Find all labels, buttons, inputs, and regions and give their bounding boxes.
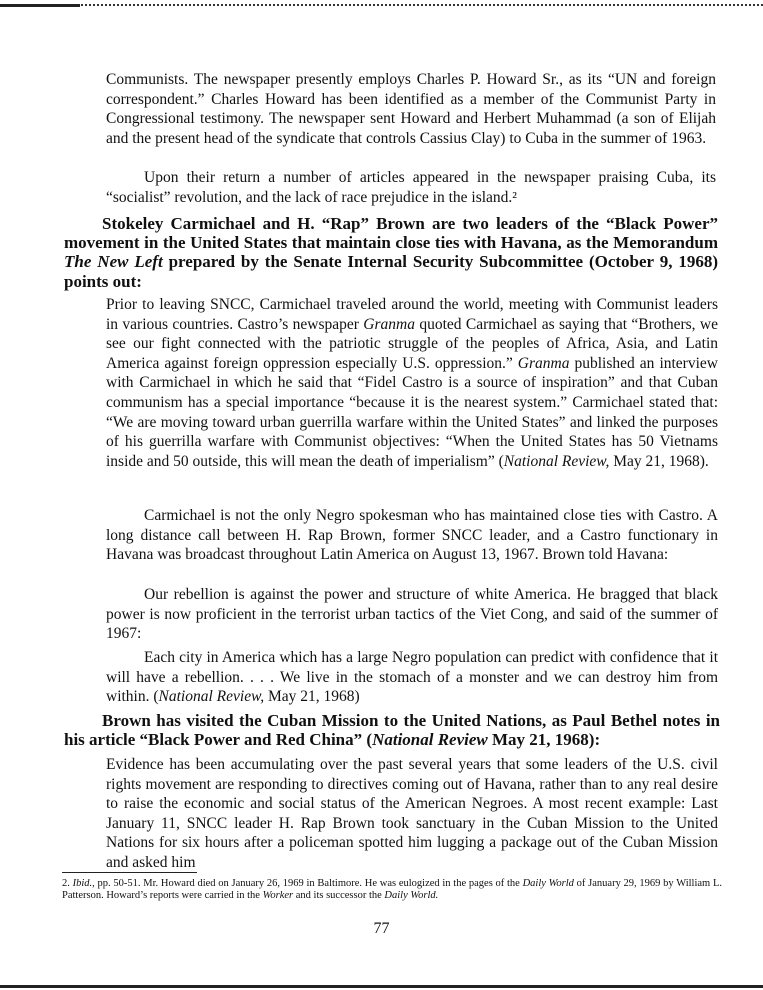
footnote-text-b: of January 29, 1969 by William L. Patterson. Howard’s reports were carried in the [62, 878, 722, 901]
quote-paragraph-3 [106, 585, 718, 644]
page-number: 77 [373, 920, 390, 937]
footnote-text-c: and its successor the [293, 889, 385, 901]
top-edge-rule [0, 4, 763, 10]
quote-1-text-c: published an interview with Carmichael in which he said that “Fidel Castro is a source of inspiration” and that Cuban communism has a special importance “because it is the nearest system.” Carmichael stated that: “We are moving toward urban guerrilla warfare within the United States” and linked the purposes of his guerrilla warfare with Communist objectives: “When the United States has 50 Vietnams inside and 50 outside, this will mean the death of imperialism” ( [106, 354, 718, 470]
quote-paragraph-2 [106, 506, 718, 565]
lead-2-text-b: May 21, 1968): [487, 730, 601, 750]
quote-paragraph-5 [106, 755, 718, 873]
quote-1-granma-b: Granma [517, 354, 570, 372]
paragraph-2 [106, 168, 716, 207]
quote-4-text-a: Each city in America which has a large Negro population can predict with confidence that it will have a rebellion. . . . We live in the stomach of a monster and we can destroy him from within. ( [106, 649, 718, 706]
lead-paragraph-2 [64, 711, 720, 749]
paragraph-2-text: Upon their return a number of articles appeared in the newspaper praising Cuba, its “socialist” revolution, and the lack of race prejudice in the island.² [106, 169, 716, 206]
quote-4-review: National Review, [158, 688, 265, 706]
lead-2-review: National Review [372, 730, 488, 750]
quote-1-review: National Review, [503, 452, 610, 470]
quote-1-text-b: quoted Carmichael as saying that “Brothers, we see our fight connected with the patriotic struggle of the peoples of Africa, Asia, and Latin America against foreign oppression especially U.S. oppression.” [106, 315, 718, 372]
paragraph-1 [106, 70, 716, 148]
footnote-rule [62, 872, 197, 873]
lead-2-text-a: Brown has visited the Cuban Mission to the United Nations, as Paul Bethel notes in his article “Black Power and Red China” ( [64, 711, 720, 750]
footnote-2 [62, 878, 722, 901]
paragraph-1-text: Communists. The newspaper presently employs Charles P. Howard Sr., as its “UN and foreign correspondent.” Charles Howard has been identified as a member of the Communist Party in Congressional testimony. The newspaper sent Howard and Herbert Muhammad (a son of Elijah and the present head of the syndicate that controls Cassius Clay) to Cuba in the summer of 1963. [106, 71, 716, 147]
lead-paragraph-1 [64, 214, 718, 291]
quote-5-text: Evidence has been accumulating over the past several years that some leaders of the U.S. civil rights movement are responding to directives coming out of Havana, rather than to any real desire to raise the economic and social status of the American Negroes. A most recent example: Last January 11, SNCC leader H. Rap Brown took sanctuary in the Cuban Mission to the United Nations for six hours after a policeman spotted him lugging a package out of the Cuban Mission and asked him [106, 756, 718, 871]
quote-4-text-b: May 21, 1968) [264, 688, 360, 706]
bottom-edge-rule [0, 985, 763, 988]
lead-1-text-a: Stokeley Carmichael and H. “Rap” Brown are two leaders of the “Black Power” movement in the United States that maintain close ties with Havana, as the Memorandum [64, 214, 718, 253]
footnote-text-a: pp. 50-51. Mr. Howard died on January 26, 1969 in Baltimore. He was eulogized in the pages of the [94, 878, 523, 889]
quote-1-text-a: Prior to leaving SNCC, Carmichael traveled around the world, meeting with Communist leaders in various countries. Castro’s newspaper [106, 296, 718, 333]
footnote-daily-world-a: Daily World [522, 878, 574, 889]
footnote-daily-world-b: Daily World. [384, 889, 439, 901]
lead-1-title: The New Left [64, 252, 163, 272]
footnote-number: 2. [62, 878, 73, 889]
quote-paragraph-1 [106, 295, 718, 471]
footnote-worker: Worker [262, 889, 294, 901]
quote-1-text-d: May 21, 1968). [609, 452, 709, 470]
quote-2-text: Carmichael is not the only Negro spokesman who has maintained close ties with Castro. A long distance call between H. Rap Brown, former SNCC leader, and a Castro functionary in Havana was broadcast throughout Latin America on August 13, 1967. Brown told Havana: [106, 507, 718, 564]
quote-paragraph-4 [106, 648, 718, 707]
footnote-ibid: Ibid., [72, 878, 95, 889]
quote-1-granma-a: Granma [363, 315, 415, 333]
quote-3-text: Our rebellion is against the power and structure of white America. He bragged that black power is now proficient in the terrorist urban tactics of the Viet Cong, and said of the summer of 1967: [106, 586, 718, 643]
lead-1-text-b: prepared by the Senate Internal Security Subcommittee (October 9, 1968) points out: [64, 252, 719, 291]
